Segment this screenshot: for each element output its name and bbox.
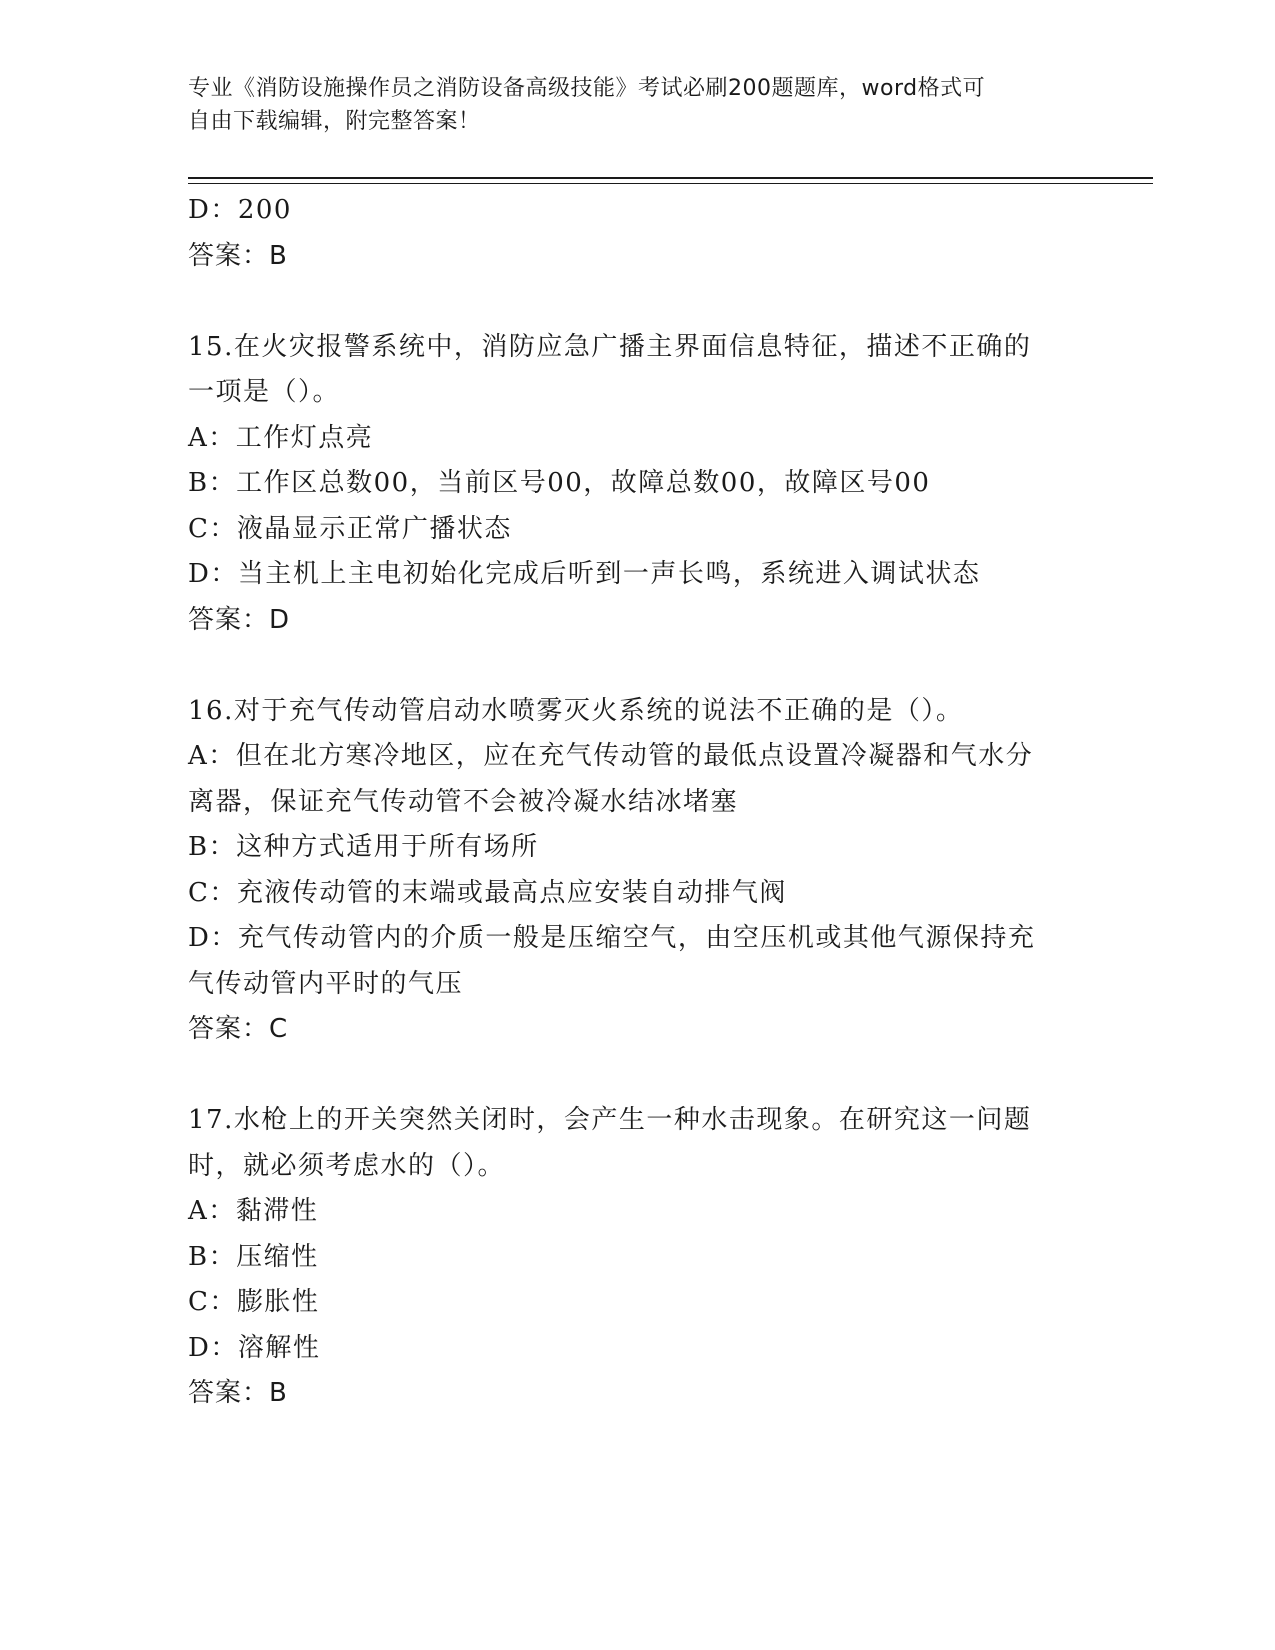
option-a-continued: 离器，保证充气传动管不会被冷凝水结冰堵塞 — [188, 786, 739, 817]
option-b: B：压缩性 — [188, 1241, 319, 1272]
answer-line: 答案：D — [188, 604, 291, 635]
document-header — [188, 72, 1088, 138]
question-17 — [188, 1098, 1088, 1417]
question-stem: 15.在火灾报警系统中，消防应急广播主界面信息特征，描述不正确的 — [188, 331, 1032, 362]
answer-line: 答案：B — [188, 240, 288, 271]
option-d: D：溶解性 — [188, 1332, 321, 1363]
option-d-continued: 气传动管内平时的气压 — [188, 968, 464, 999]
option-b: B：这种方式适用于所有场所 — [188, 832, 539, 862]
option-b: B：工作区总数00，当前区号00，故障总数00，故障区号00 — [188, 468, 931, 498]
question-stem: 16.对于充气传动管启动水喷雾灭火系统的说法不正确的是（）。 — [188, 695, 964, 726]
answer-line: 答案：B — [188, 1378, 288, 1408]
option-d: D：200 — [188, 195, 292, 225]
header-divider-thin — [188, 183, 1153, 184]
question-stem: 一项是（）。 — [188, 377, 341, 407]
option-c: C：膨胀性 — [188, 1287, 320, 1317]
header-line-2: 自由下载编辑，附完整答案！ — [188, 109, 481, 134]
option-d: D：当主机上主电初始化完成后听到一声长鸣，系统进入调试状态 — [188, 559, 981, 589]
question-15 — [188, 325, 1088, 644]
option-c: C：充液传动管的末端或最高点应安装自动排气阀 — [188, 877, 787, 908]
previous-question-tail — [188, 188, 1088, 279]
question-stem: 17.水枪上的开关突然关闭时，会产生一种水击现象。在研究这一问题 — [188, 1105, 1032, 1135]
answer-line: 答案：C — [188, 1014, 289, 1044]
header-divider-thick — [188, 177, 1153, 179]
question-stem: 时，就必须考虑水的（）。 — [188, 1150, 506, 1181]
header-line-1: 专业《消防设施操作员之消防设备高级技能》考试必刷200题题库，word格式可 — [188, 76, 986, 101]
option-d: D：充气传动管内的介质一般是压缩空气，由空压机或其他气源保持充 — [188, 923, 1036, 953]
question-16 — [188, 689, 1088, 1053]
option-a: A：黏滞性 — [188, 1196, 319, 1226]
option-c: C：液晶显示正常广播状态 — [188, 513, 512, 544]
document-body — [188, 188, 1088, 1417]
option-a: A：工作灯点亮 — [188, 422, 374, 453]
option-a: A：但在北方寒冷地区，应在充气传动管的最低点设置冷凝器和气水分 — [188, 741, 1034, 771]
